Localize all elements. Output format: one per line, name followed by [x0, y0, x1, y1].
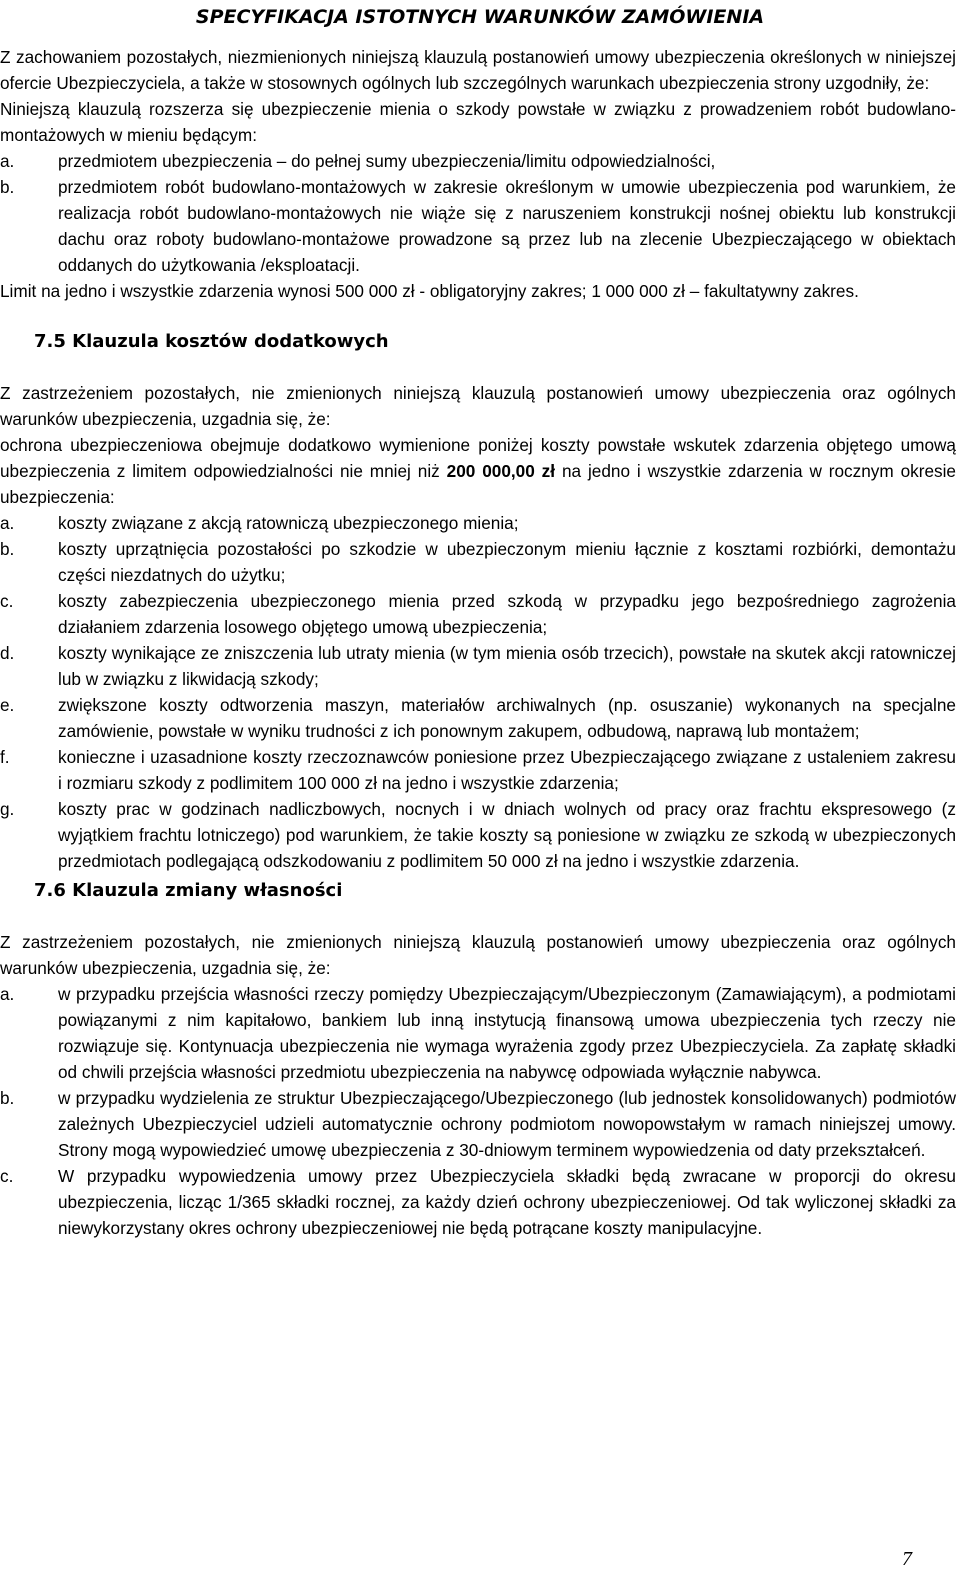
list-item: [0, 981, 956, 1085]
list-item: [0, 1163, 956, 1241]
list-marker: d.: [0, 643, 15, 663]
list-prev: [0, 148, 956, 278]
list-marker: a.: [0, 984, 15, 1004]
list-item: [0, 796, 956, 874]
list-marker: e.: [0, 695, 15, 715]
page-header-title: SPECYFIKACJA ISTOTNYCH WARUNKÓW ZAMÓWIENIA: [195, 6, 765, 28]
list-marker: a.: [0, 151, 15, 171]
list-marker: g.: [0, 799, 15, 819]
list-item-text: koszty uprzątnięcia pozostałości po szkodzie w ubezpieczonym mieniu łącznie z kosztami rozbiórki, demontażu części niezdatnych do użytku;: [58, 539, 956, 585]
list-costs: [0, 510, 956, 874]
list-marker: f.: [0, 747, 10, 767]
list-item-text: przedmiotem robót budowlano-montażowych w zakresie określonym w umowie ubezpieczenia pod warunkiem, że realizacja robót budowlano-montażowych nie wiąże się z naruszeniem konstrukcji nośnej obiektu lub konstrukcji dachu oraz roboty budowlano-montażowe prowadzone są przez lub na zlecenie Ubezpieczającego w obiektach oddanych do użytkowania /eksploatacji.: [58, 177, 956, 275]
list-item-text: koszty zabezpieczenia ubezpieczonego mienia przed szkodą w przypadku jego bezpośredniego zagrożenia działaniem zdarzenia losowego objętego umową ubezpieczenia;: [58, 591, 956, 637]
list-item: [0, 588, 956, 640]
list-item: [0, 640, 956, 692]
list-marker: c.: [0, 591, 14, 611]
list-item-text: konieczne i uzasadnione koszty rzeczoznawców poniesione przez Ubezpieczającego związane z ustaleniem zakresu i rozmiaru szkody z podlimitem 100 000 zł na jedno i wszystkie zdarzenia;: [58, 747, 956, 793]
list-item: [0, 692, 956, 744]
list-marker: b.: [0, 1088, 15, 1108]
list-item: [0, 1085, 956, 1163]
list-marker: b.: [0, 177, 15, 197]
list-item-text: koszty związane z akcją ratowniczą ubezpieczonego mienia;: [58, 513, 519, 533]
paragraph-intro: Z zastrzeżeniem pozostałych, nie zmienionych niniejszą klauzulą postanowień umowy ubezpieczenia oraz ogólnych warunków ubezpieczenia, uzgadnia się, że:: [0, 383, 956, 429]
list-item: [0, 536, 956, 588]
list-item: [0, 174, 956, 278]
list-item: [0, 148, 956, 174]
list-item-text: w przypadku przejścia własności rzeczy pomiędzy Ubezpieczającym/Ubezpieczonym (Zamawiającym), a podmiotami powiązanymi z nim kapitałowo, bankiem lub inną instytucją finansową umowa ubezpieczenia tych rzeczy nie rozwiązuje się. Kontynuacja ubezpieczenia nie wymaga wyrażenia zgody przez Ubezpieczyciela. Za zapłatę składki od chwili przejścia własności przedmiotu ubezpieczenia na nabywcę odpowiada wyłącznie nabywca.: [58, 984, 956, 1082]
list-item-text: koszty prac w godzinach nadliczbowych, nocnych i w dniach wolnych od pracy oraz frachtu ekspresowego (z wyjątkiem frachtu lotniczego) pod warunkiem, że takie koszty są poniesione w związku ze szkodą w ubezpieczonych przedmiotach podlegającą odszkodowaniu z podlimitem 50 000 zł na jedno i wszystkie zdarzenia.: [58, 799, 956, 871]
list-ownership: [0, 981, 956, 1241]
list-item-text: przedmiotem ubezpieczenia – do pełnej sumy ubezpieczenia/limitu odpowiedzialności,: [58, 151, 716, 171]
list-item: [0, 510, 956, 536]
list-item-text: W przypadku wypowiedzenia umowy przez Ubezpieczyciela składki będą zwracane w proporcji do okresu ubezpieczenia, licząc 1/365 składki rocznej, za każdy dzień ochrony ubezpieczeniowej. Od tak wyliczonej składki za niewykorzystany okres ochrony ubezpieczeniowej nie będą potrącane koszty manipulacyjne.: [58, 1166, 956, 1238]
list-item-text: koszty wynikające ze zniszczenia lub utraty mienia (w tym mienia osób trzecich), powstałe na skutek akcji ratowniczej lub w związku z likwidacją szkody;: [58, 643, 956, 689]
list-item-text: w przypadku wydzielenia ze struktur Ubezpieczającego/Ubezpieczonego (lub jednostek konsolidowanych) podmiotów zależnych Ubezpieczyciel udzieli automatycznie ochrony podmiotom nowopowstałym w ramach niniejszej umowy. Strony mogą wypowiedzieć umowę ubezpieczenia z 30-dniowym terminem wypowiedzenia od daty przekształceń.: [58, 1088, 956, 1160]
paragraph-intro: Z zachowaniem pozostałych, niezmienionych niniejszą klauzulą postanowień umowy ubezpieczenia określonych w niniejszej ofercie Ubezpieczyciela, a także w stosownych ogólnych lub szczególnych warunkach ubezpieczenia strony uzgodniły, że:: [0, 47, 956, 93]
list-item-text: zwiększone koszty odtworzenia maszyn, materiałów archiwalnych (np. osuszanie) wykonanych na specjalne zamówienie, powstałe w wyniku trudności z ich ponownym zakupem, odbudową, naprawą lub montażem;: [58, 695, 956, 741]
page-number: 7: [902, 1548, 912, 1570]
coverage-limit: 200 000,00 zł: [446, 461, 556, 481]
coverage-text: ochrona ubezpieczeniowa obejmuje dodatkowo wymienione poniżej koszty powstałe wskutek zdarzenia objętego umową ubezpieczenia z limitem odpowiedzialności nie mniej niż: [0, 435, 956, 481]
document-body: [0, 44, 956, 1241]
list-item: [0, 744, 956, 796]
paragraph-coverage: [0, 432, 956, 510]
section-heading-7-5: 7.5 Klauzula kosztów dodatkowych: [34, 331, 389, 352]
coverage-text-end: na jedno i wszystkie zdarzenia w rocznym okresie ubezpieczenia:: [0, 461, 956, 507]
list-marker: b.: [0, 539, 15, 559]
section-heading-7-6: 7.6 Klauzula zmiany własności: [34, 880, 343, 901]
paragraph-limit: Limit na jedno i wszystkie zdarzenia wynosi 500 000 zł - obligatoryjny zakres; 1 000 000 zł – fakultatywny zakres.: [0, 281, 859, 301]
list-marker: c.: [0, 1166, 14, 1186]
paragraph-intro: Z zastrzeżeniem pozostałych, nie zmienionych niniejszą klauzulą postanowień umowy ubezpieczenia oraz ogólnych warunków ubezpieczenia, uzgadnia się, że:: [0, 932, 956, 978]
paragraph-extension: Niniejszą klauzulą rozszerza się ubezpieczenie mienia o szkody powstałe w związku z prowadzeniem robót budowlano-montażowych w mieniu będącym:: [0, 99, 956, 145]
list-marker: a.: [0, 513, 15, 533]
